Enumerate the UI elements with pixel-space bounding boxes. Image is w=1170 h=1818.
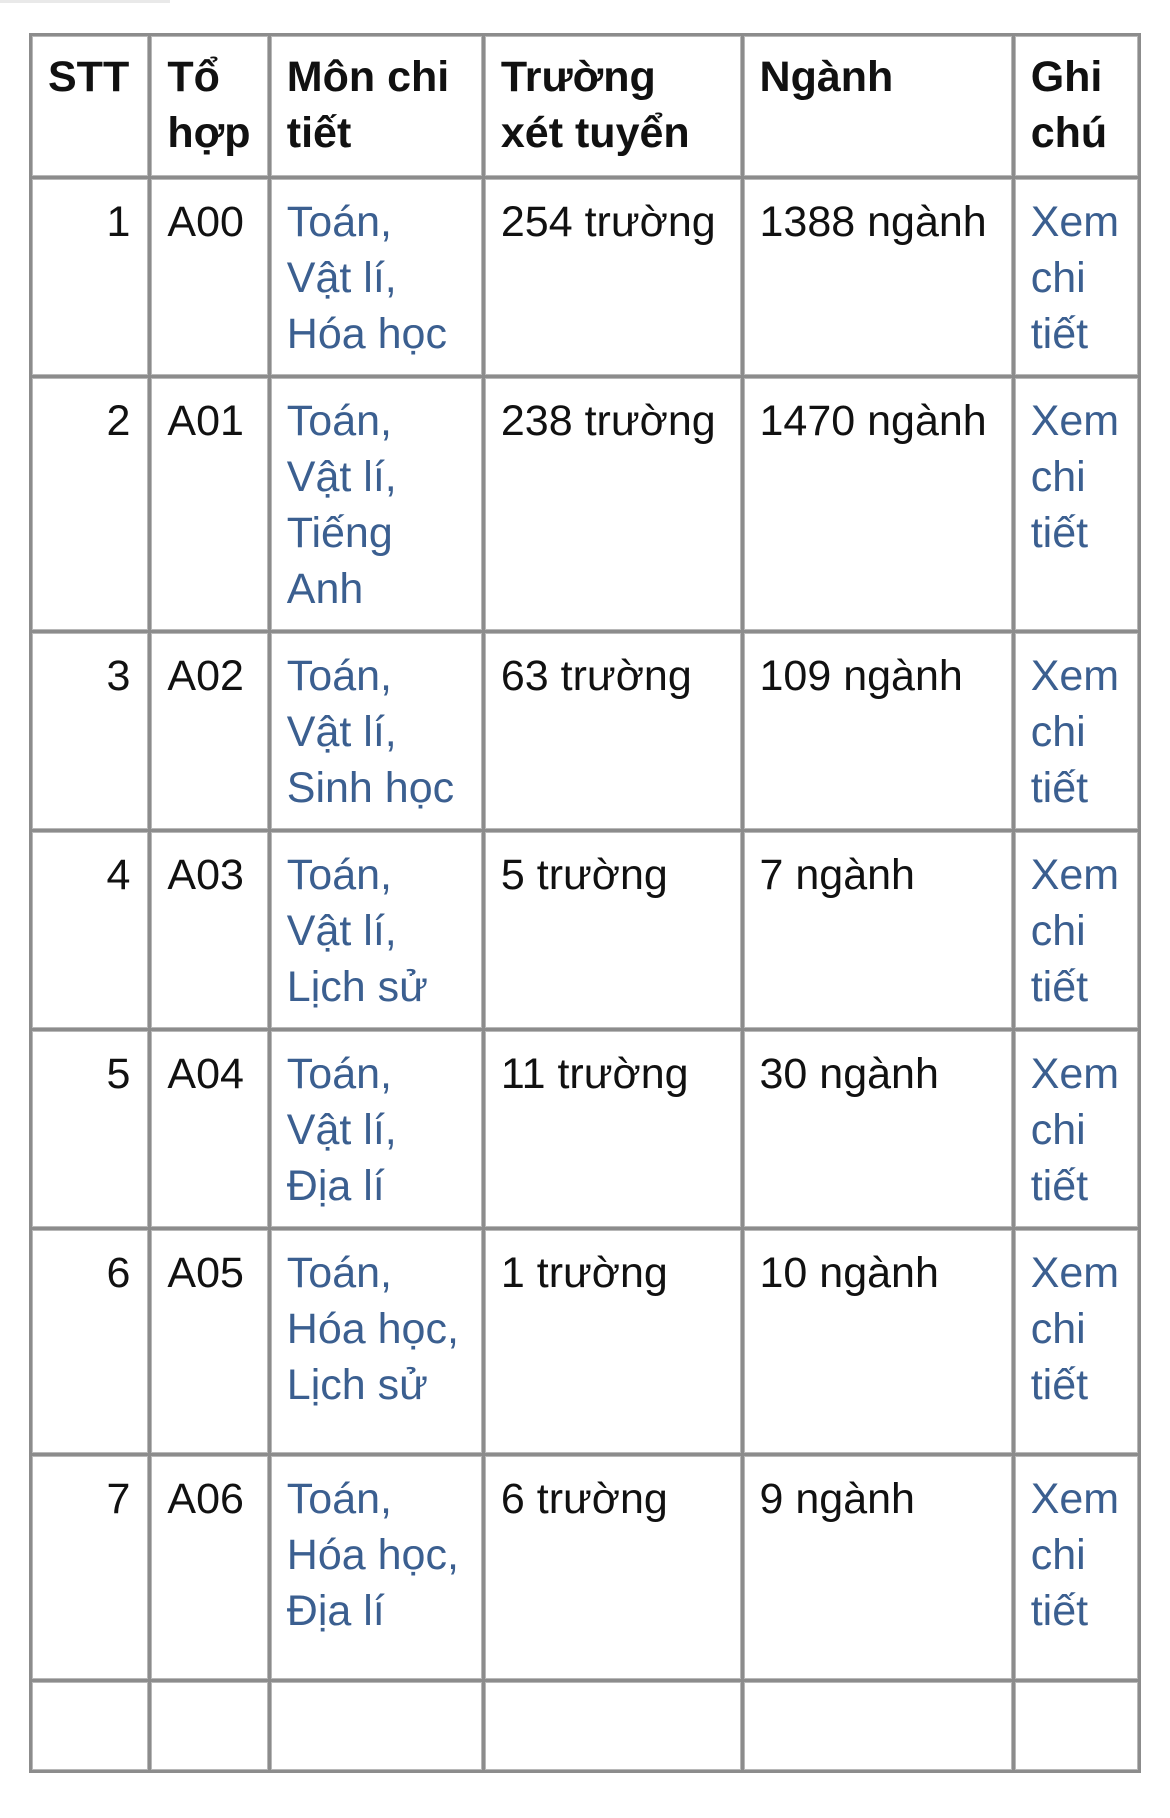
header-mon-chi-tiet: Môn chi tiết [271,36,482,176]
row-to-hop: A00 [151,179,267,375]
xem-chi-tiet-link[interactable]: Xem chi tiết [1030,1475,1120,1635]
admission-combination-table-container [29,33,1141,1773]
row-nganh: 1470 ngành [744,378,1012,630]
mon-link[interactable]: Toán, Vật lí, Tiếng Anh [286,397,397,613]
row-to-hop: A03 [151,832,267,1028]
row-truong: 63 trường [485,633,741,829]
row-mon-cell [271,832,482,1028]
row-nganh: 109 ngành [744,633,1012,829]
admission-combination-table [29,33,1141,1773]
row-to-hop: A05 [151,1230,267,1453]
row-stt: 2 [32,378,148,630]
header-nganh: Ngành [744,36,1012,176]
row-mon-cell [271,179,482,375]
table-row-cut-off [32,1682,1138,1770]
table-row [32,1031,1138,1227]
row-nganh: 7 ngành [744,832,1012,1028]
row-mon-cell [271,1031,482,1227]
row-nganh: 10 ngành [744,1230,1012,1453]
table-row [32,1230,1138,1453]
xem-chi-tiet-link[interactable]: Xem chi tiết [1030,851,1120,1011]
table-row [32,1456,1138,1679]
row-ghi-chu-cell [1015,1031,1138,1227]
xem-chi-tiet-link[interactable]: Xem chi tiết [1030,1050,1120,1210]
row-mon-cell [271,1456,482,1679]
row-mon-cell [271,633,482,829]
row-ghi-chu-cell [1015,832,1138,1028]
mon-link[interactable]: Toán, Vật lí, Lịch sử [286,851,428,1011]
row-ghi-chu-cell [1015,633,1138,829]
row-ghi-chu-cell [1015,179,1138,375]
row-stt: 6 [32,1230,148,1453]
row-mon-cell [271,1682,482,1770]
header-truong-xet-tuyen: Trường xét tuyển [485,36,741,176]
row-to-hop: A04 [151,1031,267,1227]
xem-chi-tiet-link[interactable]: Xem chi tiết [1030,198,1120,358]
row-truong [485,1682,741,1770]
row-nganh [744,1682,1012,1770]
top-divider [0,0,170,3]
table-row [32,179,1138,375]
row-truong: 11 trường [485,1031,741,1227]
row-stt: 5 [32,1031,148,1227]
table-header-row [32,36,1138,176]
row-stt: 3 [32,633,148,829]
mon-link[interactable]: Toán, Vật lí, Địa lí [286,1050,397,1210]
row-truong: 6 trường [485,1456,741,1679]
row-stt: 4 [32,832,148,1028]
mon-link[interactable]: Toán, Vật lí, Hóa học [286,198,447,358]
row-nganh: 30 ngành [744,1031,1012,1227]
header-to-hop: Tổ hợp [151,36,267,176]
row-mon-cell [271,1230,482,1453]
row-ghi-chu-cell [1015,1682,1138,1770]
row-truong: 1 trường [485,1230,741,1453]
header-stt: STT [32,36,148,176]
row-stt: 7 [32,1456,148,1679]
table-row [32,378,1138,630]
row-ghi-chu-cell [1015,1230,1138,1453]
row-mon-cell [271,378,482,630]
row-to-hop: A02 [151,633,267,829]
mon-link[interactable]: Toán, Vật lí, Sinh học [286,652,455,812]
row-nganh: 1388 ngành [744,179,1012,375]
xem-chi-tiet-link[interactable]: Xem chi tiết [1030,652,1120,812]
row-to-hop [151,1682,267,1770]
mon-link[interactable]: Toán, Hóa học, Địa lí [286,1475,459,1635]
table-row [32,633,1138,829]
row-truong: 5 trường [485,832,741,1028]
row-truong: 254 trường [485,179,741,375]
row-truong: 238 trường [485,378,741,630]
row-ghi-chu-cell [1015,378,1138,630]
row-ghi-chu-cell [1015,1456,1138,1679]
row-stt: 1 [32,179,148,375]
row-to-hop: A06 [151,1456,267,1679]
row-nganh: 9 ngành [744,1456,1012,1679]
table-row [32,832,1138,1028]
header-ghi-chu: Ghi chú [1015,36,1138,176]
row-stt [32,1682,148,1770]
row-to-hop: A01 [151,378,267,630]
xem-chi-tiet-link[interactable]: Xem chi tiết [1030,397,1120,557]
xem-chi-tiet-link[interactable]: Xem chi tiết [1030,1249,1120,1409]
mon-link[interactable]: Toán, Hóa học, Lịch sử [286,1249,459,1409]
